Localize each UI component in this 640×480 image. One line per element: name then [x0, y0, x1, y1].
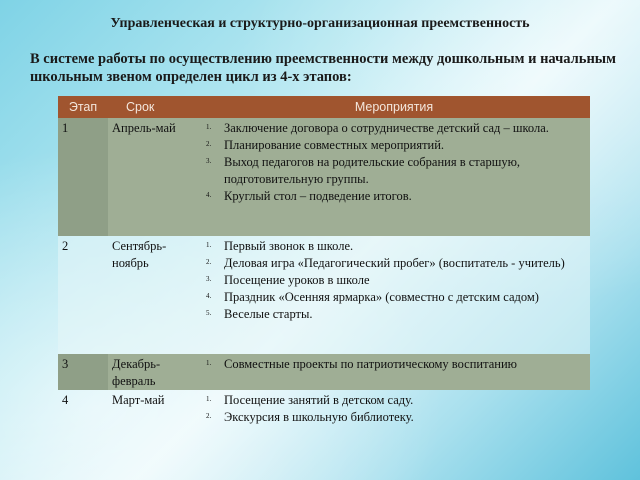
table-row: [58, 118, 590, 236]
activities-cell: [194, 118, 590, 236]
period-cell: Апрель-май: [112, 121, 176, 135]
activities-cell: [194, 390, 590, 430]
period-cell: Сентябрь-ноябрь: [112, 239, 167, 270]
activities-cell: [194, 354, 590, 390]
period-cell: Декабрь-февраль: [112, 357, 161, 388]
stage-cell: 4: [62, 393, 69, 407]
list-item: Планирование совместных мероприятий.: [224, 138, 445, 152]
list-item: Посещение занятий в детском саду.: [224, 393, 414, 407]
list-item: Первый звонок в школе.: [224, 239, 354, 253]
list-item: Посещение уроков в школе: [224, 273, 370, 287]
activities-list: [202, 238, 586, 323]
list-item: Экскурсия в школьную библиотеку.: [224, 410, 414, 424]
activities-list: [202, 392, 586, 426]
list-item: Выход педагогов на родительские собрания в старшую, подготовительную группы.: [224, 155, 521, 186]
header-period: Срок: [126, 100, 155, 114]
header-stage: Этап: [68, 100, 98, 114]
list-item: Деловая игра «Педагогический пробег» (воспитатель - учитель): [224, 256, 565, 270]
stage-cell: 3: [58, 354, 108, 390]
intro-text: В системе работы по осуществлению преемственности между дошкольным и начальным школьным звеном определен цикл из 4-х этапов:: [30, 51, 616, 85]
table-row: [58, 390, 590, 430]
activities-list: [202, 120, 586, 205]
activities-cell: [194, 236, 590, 354]
table-header-row: [58, 96, 590, 118]
stage-cell: 1: [58, 118, 108, 236]
list-item: Совместные проекты по патриотическому воспитанию: [224, 357, 517, 371]
stages-table: [58, 96, 590, 430]
activities-list: [202, 356, 586, 373]
list-item: Веселые старты.: [224, 307, 313, 321]
table-row: [58, 354, 590, 390]
slide-title: Управленческая и структурно-организационная преемственность: [110, 16, 530, 31]
stage-cell: 2: [62, 239, 69, 253]
table-row: [58, 236, 590, 354]
header-activities: Мероприятия: [354, 100, 434, 114]
list-item: Круглый стол – подведение итогов.: [224, 189, 412, 203]
list-item: Праздник «Осенняя ярмарка» (совместно с детским садом): [224, 290, 539, 304]
list-item: Заключение договора о сотрудничестве детский сад – школа.: [224, 121, 549, 135]
period-cell: Март-май: [112, 393, 165, 407]
